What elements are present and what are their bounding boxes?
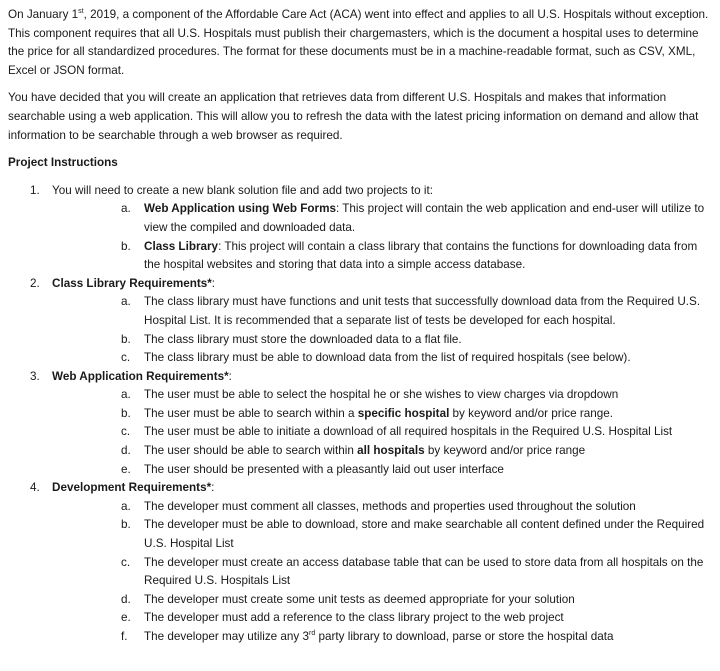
- item-number: 2.: [30, 276, 40, 290]
- sub-bold-text: Class Library: [144, 239, 219, 253]
- item-title: Web Application Requirements*: [52, 369, 229, 383]
- sub-text: : This project will contain the web application and end-user will utilize to view the compiled and downloaded data.: [144, 202, 705, 234]
- sub-letter: c.: [121, 555, 131, 569]
- sub-item-1a: [52, 200, 710, 237]
- sub-text: The user should be able to search within: [144, 444, 358, 458]
- sub-item-3e: [52, 461, 710, 480]
- instruction-item-4: [8, 479, 710, 646]
- item-number: 3.: [30, 369, 40, 383]
- sub-letter: f.: [121, 630, 128, 643]
- sub-letter: a.: [121, 388, 131, 402]
- sub-list: [52, 498, 710, 647]
- sub-list: [52, 386, 710, 479]
- sub-item-4f: [52, 628, 710, 647]
- intro-p1-superscript: st: [78, 8, 84, 15]
- item-title: Class Library Requirements*: [52, 276, 212, 290]
- sub-item-2a: [52, 293, 710, 330]
- sub-text: The user must be able to initiate a download of all required hospitals in the Required U.S. Hospital List: [144, 425, 673, 439]
- item-number: 4.: [30, 481, 40, 495]
- sub-letter: c.: [121, 425, 131, 439]
- sub-text: The developer must create some unit tests as deemed appropriate for your solution: [144, 592, 575, 606]
- sub-text: by keyword and/or price range.: [449, 406, 614, 420]
- sub-item-3a: [52, 386, 710, 405]
- sub-text: party library to download, parse or store the hospital data: [315, 630, 614, 643]
- sub-text: The user should be presented with a pleasantly laid out user interface: [144, 462, 504, 476]
- sub-text: The user must be able to select the hospital he or she wishes to view charges via dropdown: [144, 388, 619, 402]
- sub-list: [52, 200, 710, 274]
- intro-paragraph-1: [8, 6, 710, 80]
- instructions-list: [8, 182, 710, 647]
- sub-text: The developer must be able to download, store and make searchable all content defined under the Required U.S. Hospital List: [144, 518, 705, 551]
- sub-item-3d: [52, 442, 710, 461]
- sub-text: The user must be able to search within a: [144, 406, 358, 420]
- sub-text: The developer must create an access database table that can be used to store data from all hospitals on the Required U.S. Hospitals List: [144, 555, 704, 588]
- item-text: You will need to create a new blank solution file and add two projects to it:: [52, 183, 433, 197]
- sub-letter: b.: [121, 406, 131, 420]
- intro-p1-text-b: , 2019, a component of the Affordable Care Act (ACA) went into effect and applies to all U.S. Hospitals without exception. This component requires that all U.S. Hospitals must publish their chargemasters, which is the document a hospital uses to determine the price for all standardized procedures. The format for these documents must be in a machine-readable format, such as CSV, XML, Excel or JSON format.: [8, 8, 709, 77]
- instruction-item-1: [8, 182, 710, 275]
- sub-item-4c: [52, 554, 710, 591]
- item-colon: :: [211, 276, 216, 290]
- sub-bold-text: Web Application using Web Forms: [144, 202, 336, 216]
- sub-bold-text: specific hospital: [357, 406, 450, 420]
- sub-letter: e.: [121, 462, 131, 476]
- sub-text: by keyword and/or price range: [424, 444, 586, 458]
- item-number: 1.: [30, 183, 40, 197]
- sub-item-4d: [52, 591, 710, 610]
- instruction-item-3: [8, 368, 710, 480]
- intro-paragraph-2: You have decided that you will create an application that retrieves data from different U.S. Hospitals and makes that information searchable using a web application. This will allow you to refresh the data with the latest pricing information on demand and allow that information to be searchable through a web browser as required.: [8, 91, 699, 142]
- sub-item-3c: [52, 423, 710, 442]
- sub-item-1b: [52, 238, 710, 275]
- item-colon: :: [228, 369, 232, 383]
- sub-text: The class library must store the downloaded data to a flat file.: [144, 332, 462, 346]
- sub-text: The developer must add a reference to the class library project to the web project: [144, 611, 564, 625]
- sub-letter: a.: [121, 499, 131, 513]
- sub-list: [52, 293, 710, 367]
- sub-text: The developer may utilize any 3: [144, 630, 310, 643]
- sub-letter: a.: [121, 295, 131, 309]
- sub-text: The class library must have functions and unit tests that successfully download data from the Required U.S. Hospital List. It is recommended that a separate list of tests be developed for each hospital.: [144, 295, 701, 327]
- project-instructions-heading: Project Instructions: [8, 156, 118, 170]
- sub-letter: b.: [121, 518, 131, 532]
- sub-text: The developer must comment all classes, methods and properties used throughout the solution: [144, 499, 636, 513]
- sub-item-4e: [52, 609, 710, 628]
- sub-item-4b: [52, 516, 710, 553]
- sub-letter: d.: [121, 592, 131, 606]
- sub-superscript: rd: [309, 630, 316, 637]
- intro-p1-text-a: On January 1: [8, 8, 79, 21]
- sub-letter: a.: [121, 202, 131, 216]
- sub-item-2c: [52, 349, 710, 368]
- instruction-item-2: [8, 275, 710, 368]
- sub-letter: b.: [121, 332, 131, 346]
- sub-letter: c.: [121, 351, 131, 365]
- item-title: Development Requirements*: [52, 481, 212, 495]
- item-colon: :: [211, 481, 215, 495]
- sub-letter: d.: [121, 444, 131, 458]
- sub-text: : This project will contain a class library that contains the functions for downloading data from the hospital websites and storing that data into a simple access database.: [144, 239, 698, 272]
- sub-bold-text: all hospitals: [357, 444, 425, 458]
- sub-item-4a: [52, 498, 710, 517]
- sub-item-2b: [52, 331, 710, 350]
- sub-text: The class library must be able to download data from the list of required hospitals (see below).: [144, 351, 631, 365]
- sub-letter: e.: [121, 611, 131, 625]
- sub-letter: b.: [121, 239, 131, 253]
- sub-item-3b: [52, 405, 710, 424]
